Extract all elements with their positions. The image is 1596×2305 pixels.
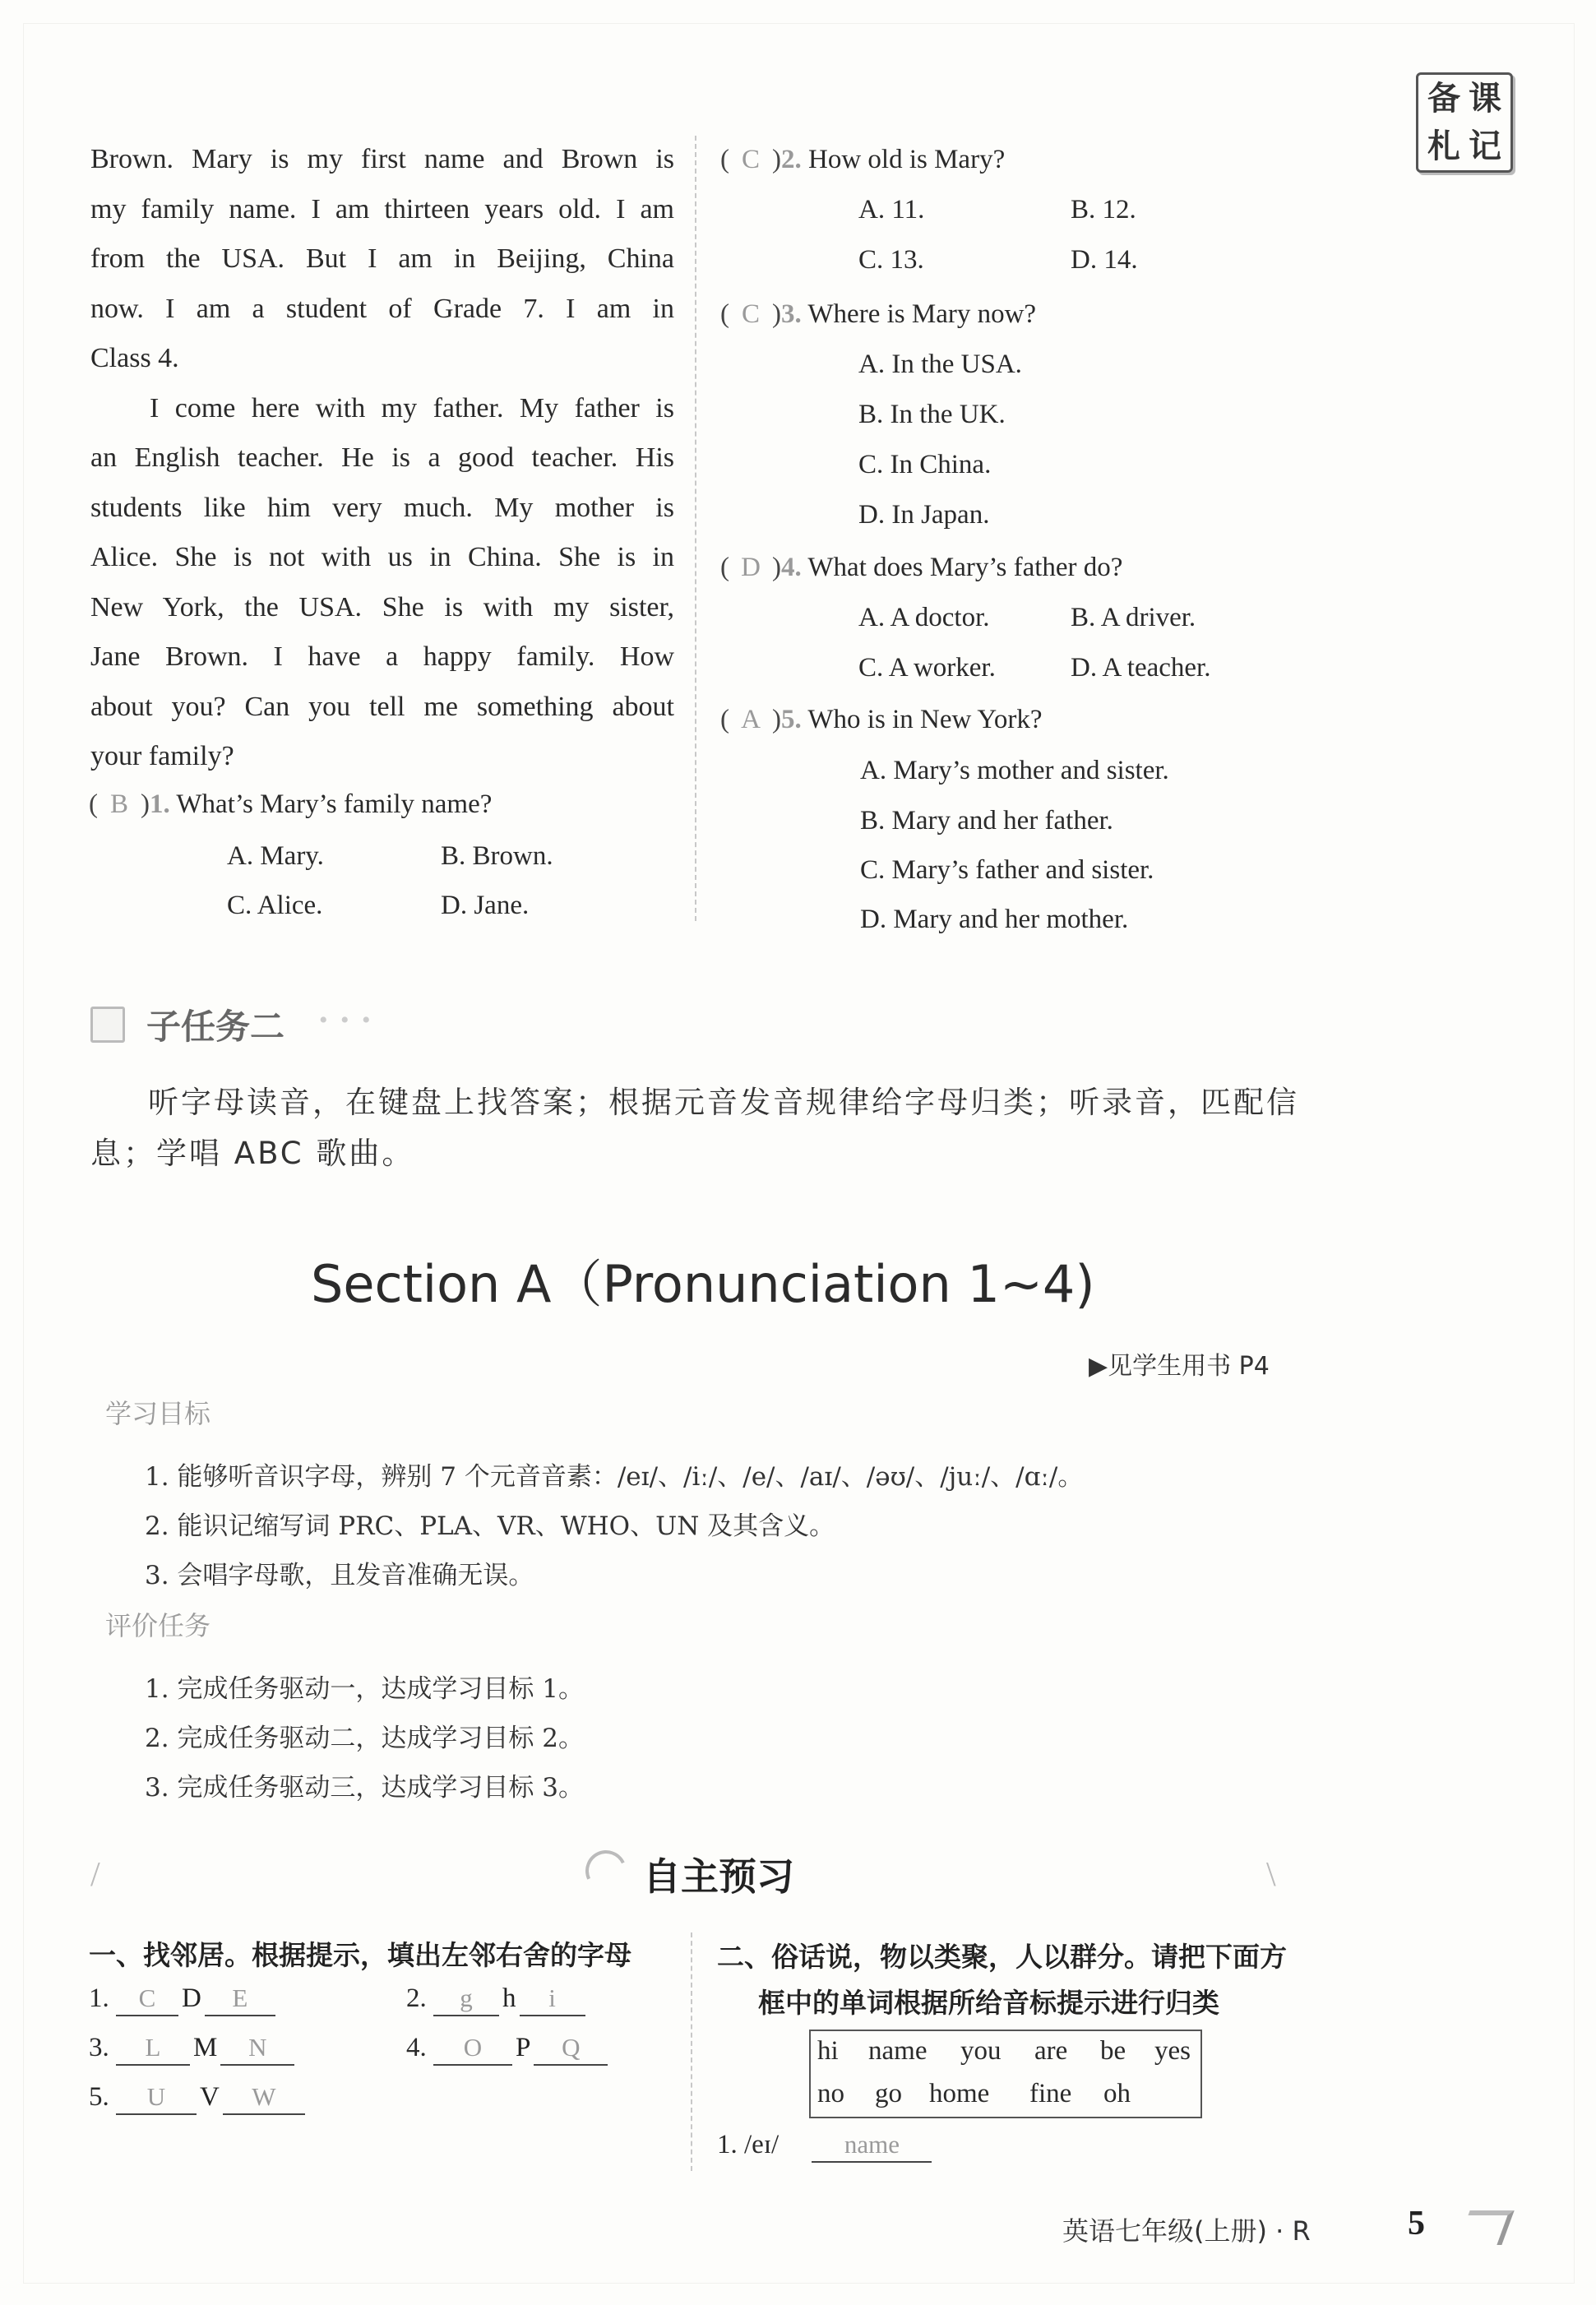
passage-line: Jane Brown. I have a happy family. How — [90, 641, 674, 672]
q1-option-c: C. Alice. — [227, 891, 323, 920]
column-divider — [695, 136, 696, 921]
answer-5: A — [741, 705, 761, 734]
q2-option-a: A. 11. — [858, 195, 925, 224]
q1-option-b: B. Brown. — [441, 841, 553, 871]
q5-option-d: D. Mary and her mother. — [860, 905, 1129, 934]
passage-line: my family name. I am thirteen years old. I am — [90, 193, 674, 224]
evaluation-task: 1. 完成任务驱动一，达成学习目标 1。 — [145, 1674, 585, 1704]
passage-line: about you? Can you tell me something about — [90, 691, 674, 722]
question-1: ( B )1. What’s Mary’s family name? — [89, 789, 493, 819]
stamp-char: 备 — [1427, 80, 1460, 118]
q5-option-a: A. Mary’s mother and sister. — [860, 756, 1169, 785]
answer-2: C — [741, 145, 760, 174]
question-4: ( D )4. What does Mary’s father do? — [720, 553, 1123, 582]
section-title: Section A（Pronunciation 1~4) — [311, 1254, 1095, 1314]
passage-line: students like him very much. My mother is — [90, 492, 674, 523]
q3-option-a: A. In the USA. — [858, 349, 1022, 379]
passage-line: now. I am a student of Grade 7. I am in — [90, 293, 674, 324]
word: yes — [1154, 2036, 1191, 2066]
word: fine — [1029, 2079, 1072, 2108]
subtask-title: 子任务二 — [146, 1007, 285, 1047]
word: home — [929, 2079, 990, 2108]
q4-option-c: C. A worker. — [858, 653, 996, 683]
page-number: 5 — [1408, 2205, 1425, 2243]
subtask-text-line: 息；学唱 ABC 歌曲。 — [90, 1136, 415, 1171]
answer-blank: N — [220, 2033, 294, 2066]
evaluation-heading: 评价任务 — [105, 1610, 211, 1641]
lesson-notes-stamp — [1416, 72, 1513, 173]
exercise2-title-line2: 框中的单词根据所给音标提示进行归类 — [758, 1987, 1219, 2019]
q3-option-c: C. In China. — [858, 450, 992, 479]
answer-3: C — [741, 299, 760, 329]
subtask-dots: • • • — [319, 1007, 374, 1034]
exercise1-item: 4. O P Q — [406, 2033, 608, 2066]
q2-option-d: D. 14. — [1071, 245, 1138, 275]
word: hi — [817, 2036, 839, 2066]
passage-line: from the USA. But I am in Beijing, China — [90, 243, 674, 274]
answer-4: D — [741, 553, 761, 582]
answer-blank: g — [433, 1983, 499, 2016]
question-text: Where is Mary now? — [807, 299, 1037, 329]
question-text: What’s Mary’s family name? — [176, 789, 493, 819]
exercise2-title: 二、俗话说，物以类聚，人以群分。请把下面方 — [717, 1941, 1287, 1973]
student-book-ref: ▶见学生用书 P4 — [1089, 1352, 1270, 1381]
q4-option-a: A. A doctor. — [858, 603, 990, 632]
word: oh — [1103, 2079, 1131, 2108]
word: go — [875, 2079, 902, 2108]
decor-left: / — [90, 1856, 100, 1894]
question-5: ( A )5. Who is in New York? — [720, 705, 1043, 734]
exercise1-item: 3. L M N — [89, 2033, 294, 2066]
q1-option-a: A. Mary. — [227, 841, 324, 871]
question-3: ( C )3. Where is Mary now? — [720, 299, 1037, 329]
exercise1-item: 2. g h i — [406, 1983, 585, 2016]
evaluation-task: 3. 完成任务驱动三，达成学习目标 3。 — [145, 1773, 585, 1803]
book-title-footer: 英语七年级(上册) · R — [1062, 2215, 1311, 2247]
decor-right: \ — [1266, 1856, 1276, 1894]
q5-option-b: B. Mary and her father. — [860, 806, 1113, 835]
passage-line: Class 4. — [90, 343, 179, 373]
question-text: How old is Mary? — [808, 145, 1006, 174]
word: you — [960, 2036, 1002, 2066]
exercise1-title: 一、找邻居。根据提示，填出左邻右舍的字母 — [89, 1939, 631, 1971]
word: are — [1034, 2036, 1068, 2066]
answer-blank: L — [116, 2033, 190, 2066]
question-text: Who is in New York? — [807, 705, 1043, 734]
answer-blank: i — [520, 1983, 585, 2016]
exercise2-item-1: 1. /eɪ/ name — [717, 2130, 932, 2163]
q5-option-c: C. Mary’s father and sister. — [860, 855, 1154, 885]
answer-1: B — [109, 789, 128, 819]
subtask-text-line: 听字母读音，在键盘上找答案；根据元音发音规律给字母归类；听录音，匹配信 — [148, 1085, 1299, 1120]
word-box — [809, 2030, 1202, 2118]
passage-line: New York, the USA. She is with my sister, — [90, 591, 674, 623]
answer-blank: Q — [534, 2033, 608, 2066]
word: no — [817, 2079, 844, 2108]
learning-goal: 3. 会唱字母歌，且发音准确无误。 — [145, 1561, 534, 1590]
stamp-char: 课 — [1469, 80, 1501, 118]
answer-blank: name — [812, 2130, 932, 2163]
q4-option-d: D. A teacher. — [1071, 653, 1211, 683]
q3-option-b: B. In the UK. — [858, 400, 1006, 429]
evaluation-task: 2. 完成任务驱动二，达成学习目标 2。 — [145, 1724, 585, 1753]
question-text: What does Mary’s father do? — [807, 553, 1123, 582]
q2-option-b: B. 12. — [1071, 195, 1136, 224]
answer-blank: C — [116, 1983, 178, 2016]
q1-option-d: D. Jane. — [441, 891, 530, 920]
passage-line: Brown. Mary is my first name and Brown is — [90, 144, 674, 174]
q3-option-d: D. In Japan. — [858, 500, 990, 530]
word: be — [1100, 2036, 1126, 2066]
stamp-char: 记 — [1469, 127, 1501, 165]
preview-title: 自主预习 — [643, 1854, 794, 1899]
learning-goals-heading: 学习目标 — [105, 1398, 211, 1429]
exercise-divider — [691, 1932, 692, 2171]
q2-option-c: C. 13. — [858, 245, 924, 275]
q4-option-b: B. A driver. — [1071, 603, 1196, 632]
passage-line: your family? — [90, 741, 234, 771]
stamp-char: 札 — [1427, 127, 1460, 165]
reading-passage — [90, 135, 674, 782]
passage-line: an English teacher. He is a good teacher. His — [90, 442, 674, 473]
exercise1-item: 1. C D E — [89, 1983, 275, 2016]
book-icon — [90, 1007, 125, 1043]
answer-blank: E — [205, 1983, 275, 2016]
answer-blank: W — [223, 2082, 305, 2115]
answer-blank: U — [116, 2082, 197, 2115]
exercise1-item: 5. U V W — [89, 2082, 305, 2115]
question-2: ( C )2. How old is Mary? — [720, 145, 1006, 174]
word: name — [868, 2036, 928, 2066]
learning-goal: 2. 能识记缩写词 PRC、PLA、VR、WHO、UN 及其含义。 — [145, 1511, 835, 1541]
answer-blank: O — [433, 2033, 512, 2066]
passage-line: I come here with my father. My father is — [150, 392, 674, 424]
learning-goal: 1. 能够听音识字母，辨别 7 个元音音素：/eɪ/、/iː/、/e/、/aɪ/、/əʊ/、/juː/、/ɑː/。 — [145, 1462, 1084, 1492]
passage-line: Alice. She is not with us in China. She is in — [90, 542, 674, 572]
